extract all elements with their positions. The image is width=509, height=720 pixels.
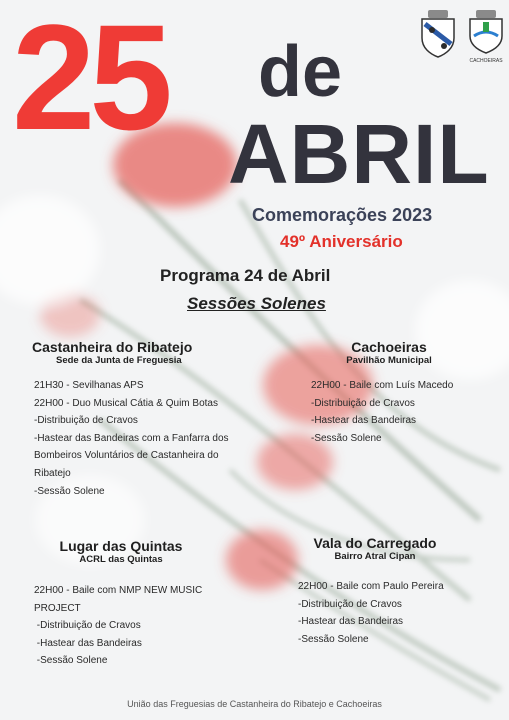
list-item: 22H00 - Duo Musical Cátia & Quim Botas: [34, 397, 218, 409]
list-item: -Hastear das Bandeiras: [298, 616, 404, 628]
location-title: Lugar das Quintas: [59, 538, 183, 554]
location-title: Cachoeiras: [351, 339, 427, 355]
list-item: -Hastear das Bandeiras com a Fanfarra dos: [34, 432, 229, 444]
crest-castanheira: [418, 10, 458, 58]
list-item: 22H00 - Baile com Luís Macedo: [311, 380, 454, 391]
crest-cachoeiras: [466, 10, 506, 62]
list-item: -Sessão Solene: [34, 655, 108, 667]
location-quintas: [52, 538, 190, 565]
list-item: Bombeiros Voluntários de Castanheira do: [34, 450, 219, 462]
program-list-vala: [298, 578, 444, 648]
location-subtitle: ACRL das Quintas: [79, 554, 163, 565]
list-item: 21H30 - Sevilhanas APS: [34, 380, 144, 391]
list-item: -Sessão Solene: [298, 633, 369, 645]
location-castanheira: [32, 339, 192, 366]
location-subtitle: Pavilhão Municipal: [346, 355, 432, 366]
sessions-heading: Sessões Solenes: [187, 294, 326, 313]
list-item: -Distribuição de Cravos: [311, 397, 415, 409]
month-title: ABRIL: [228, 107, 490, 201]
list-item: -Hastear das Bandeiras: [311, 415, 417, 427]
list-item: 22H00 - Baile com Paulo Pereira: [298, 581, 444, 592]
location-cachoeiras: [334, 339, 444, 366]
footer-text: União das Freguesias de Castanheira do Ribatejo e Cachoeiras: [127, 699, 382, 709]
program-list-castanheira: [34, 377, 229, 500]
anniversary-heading: 49º Aniversário: [280, 232, 403, 251]
location-subtitle: Sede da Junta de Freguesia: [56, 355, 182, 366]
list-item: 22H00 - Baile com NMP NEW MUSIC: [34, 585, 203, 596]
program-list-cachoeiras: [311, 377, 453, 447]
day-number: 25: [12, 0, 167, 161]
location-vala: [302, 535, 448, 562]
list-item: PROJECT: [34, 602, 81, 614]
crest-shield-icon: [466, 10, 506, 54]
crest-caption: CACHOEIRAS: [469, 58, 503, 64]
list-item: -Hastear das Bandeiras: [34, 637, 142, 649]
list-item: -Distribuição de Cravos: [34, 415, 138, 427]
list-item: Ribatejo: [34, 467, 71, 479]
list-item: -Distribuição de Cravos: [298, 598, 402, 610]
program-heading: Programa 24 de Abril: [160, 266, 331, 285]
list-item: -Distribuição de Cravos: [34, 620, 141, 632]
commemoration-heading: Comemorações 2023: [252, 205, 433, 225]
title-de: de: [258, 32, 343, 112]
crest-shield-icon: [418, 10, 458, 58]
list-item: -Sessão Solene: [34, 485, 105, 497]
location-title: Vala do Carregado: [313, 535, 437, 551]
list-item: -Sessão Solene: [311, 432, 382, 444]
location-title: Castanheira do Ribatejo: [32, 339, 193, 355]
location-subtitle: Bairro Atral Cipan: [334, 551, 416, 562]
program-list-quintas: [34, 582, 202, 670]
